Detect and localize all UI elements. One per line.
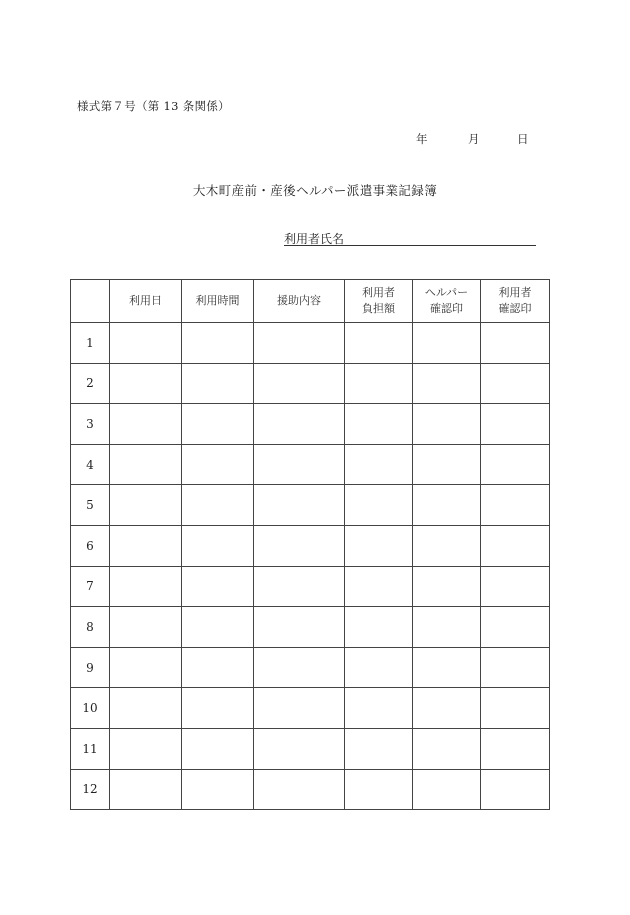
user-charge-cell[interactable] — [345, 647, 413, 688]
header-number — [71, 280, 110, 323]
user-charge-cell[interactable] — [345, 363, 413, 404]
usage-time-cell[interactable] — [182, 444, 254, 485]
assistance-content-cell[interactable] — [254, 404, 345, 445]
date-day-label: 日 — [517, 132, 529, 146]
user-seal-cell[interactable] — [481, 566, 550, 607]
usage-date-cell[interactable] — [110, 728, 182, 769]
helper-seal-cell[interactable] — [413, 769, 481, 810]
row-number: 11 — [71, 728, 110, 769]
document-title: 大木町産前・産後ヘルパー派遣事業記録簿 — [192, 183, 438, 198]
user-charge-cell[interactable] — [345, 323, 413, 364]
usage-time-cell[interactable] — [182, 607, 254, 648]
usage-date-cell[interactable] — [110, 363, 182, 404]
header-label-line2: 負担額 — [362, 302, 395, 315]
user-name-label: 利用者氏名 — [284, 232, 345, 246]
date-month-label: 月 — [468, 132, 480, 146]
user-seal-cell[interactable] — [481, 769, 550, 810]
table-row — [71, 688, 550, 729]
row-number: 6 — [71, 525, 110, 566]
row-number: 1 — [71, 323, 110, 364]
table-row — [71, 607, 550, 648]
helper-seal-cell[interactable] — [413, 485, 481, 526]
header-label: 利用日 — [129, 294, 162, 307]
table-row — [71, 769, 550, 810]
assistance-content-cell[interactable] — [254, 728, 345, 769]
table-row — [71, 323, 550, 364]
header-helper-seal — [413, 280, 481, 323]
assistance-content-cell[interactable] — [254, 485, 345, 526]
record-table — [70, 279, 550, 810]
assistance-content-cell[interactable] — [254, 607, 345, 648]
usage-time-cell[interactable] — [182, 728, 254, 769]
row-number: 7 — [71, 566, 110, 607]
helper-seal-cell[interactable] — [413, 323, 481, 364]
table-row — [71, 485, 550, 526]
table-row — [71, 566, 550, 607]
user-seal-cell[interactable] — [481, 444, 550, 485]
row-number: 3 — [71, 404, 110, 445]
table-row — [71, 525, 550, 566]
assistance-content-cell[interactable] — [254, 323, 345, 364]
user-seal-cell[interactable] — [481, 404, 550, 445]
record-table-body — [71, 323, 550, 810]
user-charge-cell[interactable] — [345, 566, 413, 607]
header-label-line1: 利用者 — [362, 286, 395, 299]
table-row — [71, 444, 550, 485]
usage-time-cell[interactable] — [182, 485, 254, 526]
header-user-seal — [481, 280, 550, 323]
row-number: 5 — [71, 485, 110, 526]
table-header-row — [71, 280, 550, 323]
usage-time-cell[interactable] — [182, 647, 254, 688]
row-number: 4 — [71, 444, 110, 485]
helper-seal-cell[interactable] — [413, 566, 481, 607]
header-user-charge — [345, 280, 413, 323]
form-number: 様式第７号（第 13 条関係） — [77, 99, 230, 113]
header-assistance-content — [254, 280, 345, 323]
usage-time-cell[interactable] — [182, 404, 254, 445]
helper-seal-cell[interactable] — [413, 647, 481, 688]
helper-seal-cell[interactable] — [413, 607, 481, 648]
user-charge-cell[interactable] — [345, 525, 413, 566]
assistance-content-cell[interactable] — [254, 363, 345, 404]
user-seal-cell[interactable] — [481, 688, 550, 729]
user-seal-cell[interactable] — [481, 323, 550, 364]
user-charge-cell[interactable] — [345, 404, 413, 445]
user-charge-cell[interactable] — [345, 688, 413, 729]
assistance-content-cell[interactable] — [254, 688, 345, 729]
user-seal-cell[interactable] — [481, 647, 550, 688]
row-number: 12 — [71, 769, 110, 810]
usage-date-cell[interactable] — [110, 525, 182, 566]
usage-time-cell[interactable] — [182, 688, 254, 729]
user-name-field[interactable] — [284, 230, 536, 246]
user-seal-cell[interactable] — [481, 728, 550, 769]
user-charge-cell[interactable] — [345, 485, 413, 526]
header-usage-time — [182, 280, 254, 323]
table-row — [71, 404, 550, 445]
helper-seal-cell[interactable] — [413, 404, 481, 445]
header-label-line1: ヘルパー — [424, 286, 469, 299]
assistance-content-cell[interactable] — [254, 566, 345, 607]
user-charge-cell[interactable] — [345, 444, 413, 485]
assistance-content-cell[interactable] — [254, 444, 345, 485]
date-year-label: 年 — [416, 132, 428, 146]
date-line — [413, 131, 533, 147]
header-label: 援助内容 — [277, 294, 321, 307]
row-number: 8 — [71, 607, 110, 648]
usage-date-cell[interactable] — [110, 444, 182, 485]
helper-seal-cell[interactable] — [413, 688, 481, 729]
row-number: 10 — [71, 688, 110, 729]
usage-date-cell[interactable] — [110, 769, 182, 810]
table-row — [71, 647, 550, 688]
row-number: 2 — [71, 363, 110, 404]
usage-date-cell[interactable] — [110, 688, 182, 729]
user-seal-cell[interactable] — [481, 525, 550, 566]
table-row — [71, 363, 550, 404]
helper-seal-cell[interactable] — [413, 525, 481, 566]
usage-date-cell[interactable] — [110, 607, 182, 648]
usage-time-cell[interactable] — [182, 769, 254, 810]
user-seal-cell[interactable] — [481, 607, 550, 648]
user-seal-cell[interactable] — [481, 363, 550, 404]
assistance-content-cell[interactable] — [254, 647, 345, 688]
helper-seal-cell[interactable] — [413, 728, 481, 769]
usage-time-cell[interactable] — [182, 525, 254, 566]
usage-time-cell[interactable] — [182, 363, 254, 404]
helper-seal-cell[interactable] — [413, 363, 481, 404]
row-number: 9 — [71, 647, 110, 688]
helper-seal-cell[interactable] — [413, 444, 481, 485]
usage-date-cell[interactable] — [110, 647, 182, 688]
usage-date-cell[interactable] — [110, 485, 182, 526]
user-seal-cell[interactable] — [481, 485, 550, 526]
header-usage-date — [110, 280, 182, 323]
user-charge-cell[interactable] — [345, 728, 413, 769]
usage-date-cell[interactable] — [110, 404, 182, 445]
header-label: 利用時間 — [195, 294, 240, 307]
user-charge-cell[interactable] — [345, 769, 413, 810]
header-label-line2: 確認印 — [498, 302, 532, 315]
assistance-content-cell[interactable] — [254, 525, 345, 566]
assistance-content-cell[interactable] — [254, 769, 345, 810]
usage-date-cell[interactable] — [110, 566, 182, 607]
table-row — [71, 728, 550, 769]
user-charge-cell[interactable] — [345, 607, 413, 648]
header-label-line1: 利用者 — [498, 286, 532, 299]
header-label-line2: 確認印 — [430, 302, 463, 315]
usage-time-cell[interactable] — [182, 566, 254, 607]
usage-time-cell[interactable] — [182, 323, 254, 364]
usage-date-cell[interactable] — [110, 323, 182, 364]
